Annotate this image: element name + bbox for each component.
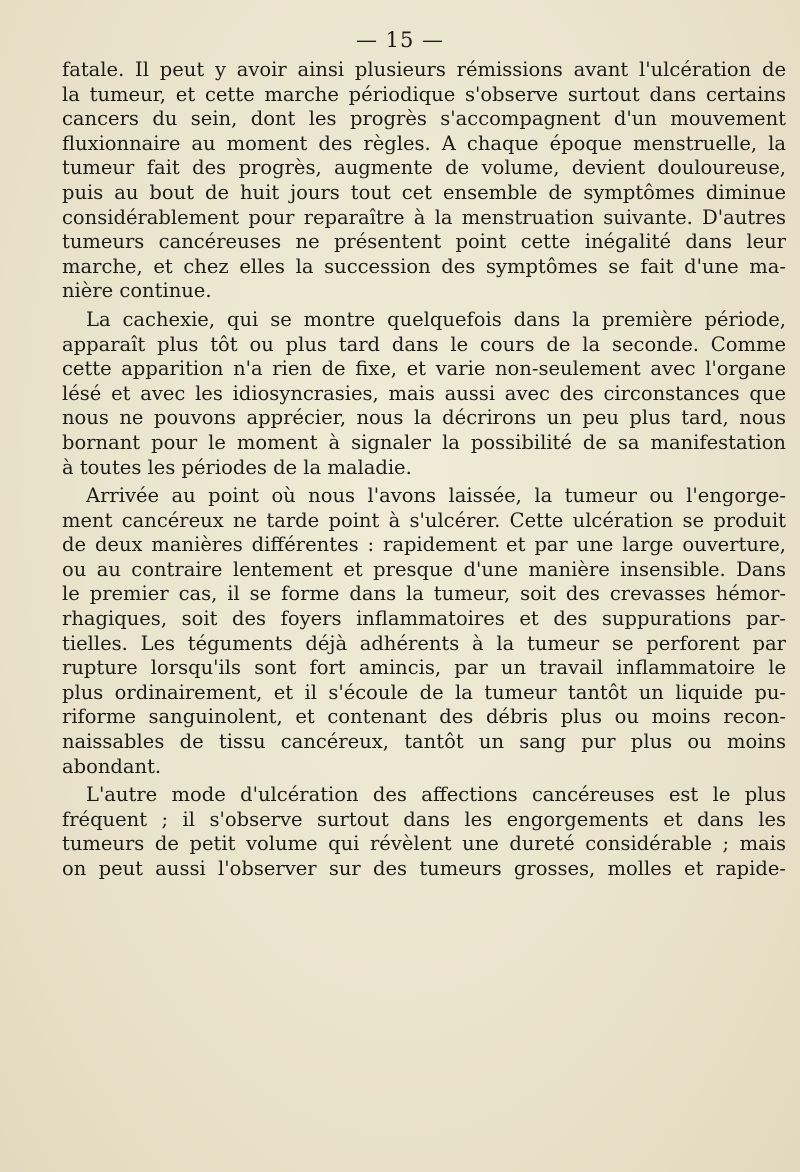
- text-line: apparaît plus tôt ou plus tard dans le cours de la seconde. Comme: [62, 332, 786, 356]
- text-line: Arrivée au point où nous l'avons laissée, la tumeur ou l'engorge-: [86, 484, 786, 508]
- text-line: considérablement pour reparaître à la menstruation suivante. D'autres: [62, 205, 786, 229]
- text-line: tumeur fait des progrès, augmente de volume, devient douloureuse,: [62, 156, 786, 180]
- text-line: ou au contraire lentement et presque d'une manière insensible. Dans: [62, 557, 786, 581]
- text-line: lésé et avec les idiosyncrasies, mais aussi avec des circonstances que: [62, 381, 786, 405]
- text-line: le premier cas, il se forme dans la tumeur, soit des crevasses hémor-: [62, 582, 786, 606]
- text-line: abondant.: [62, 754, 162, 778]
- paragraph-1: [62, 58, 786, 304]
- text-line: plus ordinairement, et il s'écoule de la tumeur tantôt un liquide pu-: [62, 680, 786, 704]
- text-line: naissables de tissu cancéreux, tantôt un sang pur plus ou moins: [62, 730, 786, 754]
- body-text: [62, 58, 786, 882]
- paragraph-4: [62, 783, 786, 881]
- text-line: bornant pour le moment à signaler la possibilité de sa manifestation: [62, 430, 786, 454]
- text-line: fluxionnaire au moment des règles. A chaque époque menstruelle, la: [62, 131, 786, 155]
- text-line: L'autre mode d'ulcération des affections cancéreuses est le plus: [86, 783, 786, 807]
- text-line: riforme sanguinolent, et contenant des débris plus ou moins recon-: [62, 705, 786, 729]
- text-line: cancers du sein, dont les progrès s'accompagnent d'un mouvement: [62, 107, 786, 131]
- text-line: tumeurs cancéreuses ne présentent point cette inégalité dans leur: [62, 230, 786, 254]
- text-line: tielles. Les téguments déjà adhérents à la tumeur se perforent par: [62, 631, 786, 655]
- text-line: marche, et chez elles la succession des symptômes se fait d'une ma-: [62, 254, 786, 278]
- text-line: la tumeur, et cette marche périodique s'observe surtout dans certains: [62, 82, 786, 106]
- text-line: fréquent ; il s'observe surtout dans les engorgements et dans les: [62, 807, 786, 831]
- text-line: La cachexie, qui se montre quelquefois dans la première période,: [86, 307, 786, 331]
- paragraph-2: [62, 308, 786, 480]
- page-number: — 15 —: [355, 28, 445, 52]
- text-line: de deux manières différentes : rapidement et par une large ouverture,: [62, 533, 786, 557]
- text-line: à toutes les périodes de la maladie.: [62, 455, 412, 479]
- text-line: cette apparition n'a rien de fixe, et varie non-seulement avec l'organe: [62, 357, 786, 381]
- text-line: fatale. Il peut y avoir ainsi plusieurs rémissions avant l'ulcération de: [62, 58, 786, 81]
- text-line: nière continue.: [62, 279, 212, 303]
- text-line: ment cancéreux ne tarde point à s'ulcérer. Cette ulcération se produit: [62, 508, 786, 532]
- text-line: rhagiques, soit des foyers inflammatoires et des suppurations par-: [62, 607, 786, 631]
- text-line: rupture lorsqu'ils sont fort amincis, par un travail inflammatoire le: [62, 656, 786, 680]
- text-line: on peut aussi l'observer sur des tumeurs grosses, molles et rapide-: [62, 857, 786, 880]
- text-line: tumeurs de petit volume qui révèlent une dureté considérable ; mais: [62, 832, 786, 856]
- paragraph-3: [62, 484, 786, 779]
- text-line: puis au bout de huit jours tout cet ensemble de symptômes diminue: [62, 180, 786, 204]
- text-line: nous ne pouvons apprécier, nous la décrirons un peu plus tard, nous: [62, 406, 786, 430]
